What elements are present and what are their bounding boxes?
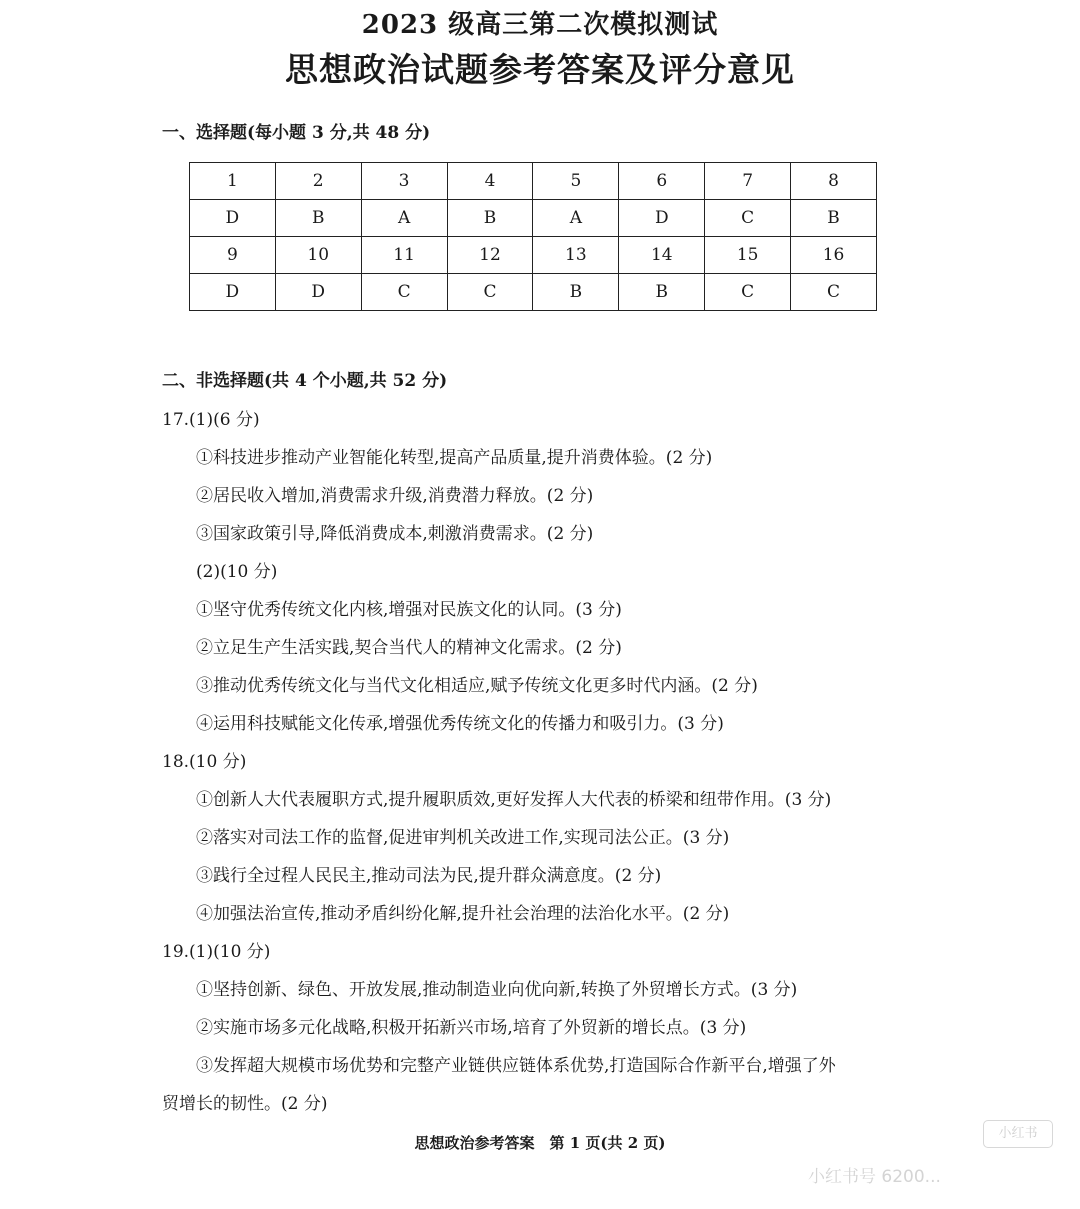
question-number-cell: 9 — [190, 237, 276, 274]
answer-item: ②实施市场多元化战略,积极开拓新兴市场,培育了外贸新的增长点。(3 分) — [196, 1018, 747, 1038]
answer-item: ④运用科技赋能文化传承,增强优秀传统文化的传播力和吸引力。(3 分) — [196, 714, 724, 734]
answer-item: ①科技进步推动产业智能化转型,提高产品质量,提升消费体验。(2 分) — [196, 448, 713, 468]
answer-cell: B — [619, 274, 705, 311]
question-number-row — [190, 163, 877, 200]
answer-item: ②落实对司法工作的监督,促进审判机关改进工作,实现司法公正。(3 分) — [196, 828, 730, 848]
answer-cell: B — [533, 274, 619, 311]
question-number-cell: 1 — [190, 163, 276, 200]
answer-cell: D — [619, 200, 705, 237]
answer-cell: A — [361, 200, 447, 237]
answer-item: ③国家政策引导,降低消费成本,刺激消费需求。(2 分) — [196, 524, 594, 544]
answer-item: ②立足生产生活实践,契合当代人的精神文化需求。(2 分) — [196, 638, 622, 658]
answer-item: ③践行全过程人民民主,推动司法为民,提升群众满意度。(2 分) — [196, 866, 662, 886]
answer-cell: C — [361, 274, 447, 311]
question-number-cell: 4 — [447, 163, 533, 200]
answer-cell: B — [275, 200, 361, 237]
answer-item: ①创新人大代表履职方式,提升履职质效,更好发挥人大代表的桥梁和纽带作用。(3 分) — [196, 790, 832, 810]
question-19-label: 19.(1)(10 分) — [162, 942, 271, 962]
exam-title: 2023 级高三第二次模拟测试 — [361, 10, 719, 40]
answer-cell: A — [533, 200, 619, 237]
question-number-cell: 6 — [619, 163, 705, 200]
question-number-cell: 13 — [533, 237, 619, 274]
question-number-cell: 14 — [619, 237, 705, 274]
answer-cell: D — [190, 274, 276, 311]
question-number-cell: 12 — [447, 237, 533, 274]
answer-item-continued: 贸增长的韧性。(2 分) — [162, 1094, 328, 1114]
question-17-label: 17.(1)(6 分) — [162, 410, 260, 430]
answer-key-table — [189, 162, 877, 311]
answer-cell: B — [447, 200, 533, 237]
answer-cell: D — [275, 274, 361, 311]
answer-item: ③发挥超大规模市场优势和完整产业链供应链体系优势,打造国际合作新平台,增强了外 — [196, 1056, 836, 1076]
answer-item: ①坚守优秀传统文化内核,增强对民族文化的认同。(3 分) — [196, 600, 622, 620]
answer-item: ④加强法治宣传,推动矛盾纠纷化解,提升社会治理的法治化水平。(2 分) — [196, 904, 730, 924]
answer-cell: C — [705, 274, 791, 311]
watermark-id: 小红书号 6200... — [808, 1167, 941, 1187]
question-number-cell: 5 — [533, 163, 619, 200]
question-number-cell: 2 — [275, 163, 361, 200]
section-2-heading: 二、非选择题(共 4 个小题,共 52 分) — [162, 371, 448, 391]
question-number-row — [190, 237, 877, 274]
section-1-heading: 一、选择题(每小题 3 分,共 48 分) — [162, 123, 431, 143]
answer-row — [190, 274, 877, 311]
answer-item: ③推动优秀传统文化与当代文化相适应,赋予传统文化更多时代内涵。(2 分) — [196, 676, 758, 696]
question-number-cell: 16 — [791, 237, 877, 274]
watermark-badge: 小红书 — [983, 1120, 1053, 1148]
answer-row — [190, 200, 877, 237]
answer-item: ①坚持创新、绿色、开放发展,推动制造业向优向新,转换了外贸增长方式。(3 分) — [196, 980, 798, 1000]
answer-cell: C — [791, 274, 877, 311]
answer-item: ②居民收入增加,消费需求升级,消费潜力释放。(2 分) — [196, 486, 594, 506]
question-18-label: 18.(10 分) — [162, 752, 247, 772]
answer-cell: D — [190, 200, 276, 237]
answer-cell: C — [447, 274, 533, 311]
question-17-part2-label: (2)(10 分) — [196, 562, 278, 582]
answer-cell: C — [705, 200, 791, 237]
question-number-cell: 7 — [705, 163, 791, 200]
question-number-cell: 8 — [791, 163, 877, 200]
question-number-cell: 11 — [361, 237, 447, 274]
answer-cell: B — [791, 200, 877, 237]
question-number-cell: 3 — [361, 163, 447, 200]
page-footer: 思想政治参考答案 第 1 页(共 2 页) — [414, 1134, 666, 1152]
document-title: 思想政治试题参考答案及评分意见 — [285, 50, 795, 89]
question-number-cell: 15 — [705, 237, 791, 274]
question-number-cell: 10 — [275, 237, 361, 274]
